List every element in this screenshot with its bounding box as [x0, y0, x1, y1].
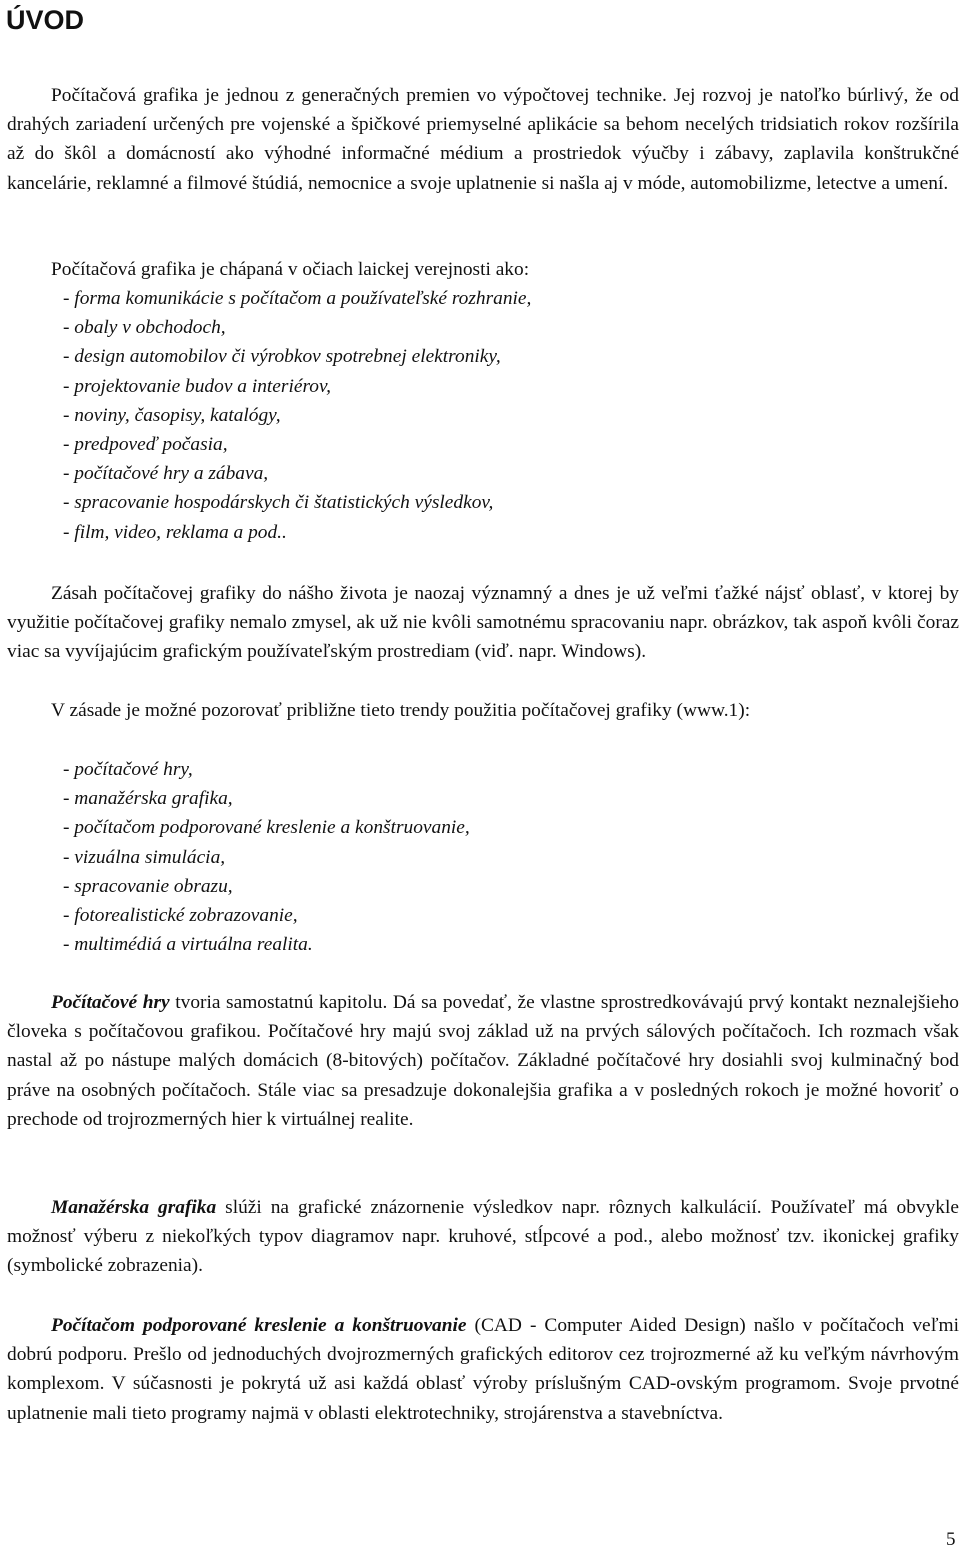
list-item: - obaly v obchodoch, — [63, 317, 226, 339]
intro-paragraph — [7, 81, 959, 198]
management-term: Manažérska grafika — [51, 1197, 217, 1218]
list-item: - noviny, časopisy, katalógy, — [63, 404, 281, 426]
list-item: - predpoveď počasia, — [63, 434, 228, 456]
games-paragraph — [7, 988, 959, 1134]
list-item: - film, video, reklama a pod.. — [63, 521, 287, 543]
impact-text: Zásah počítačovej grafiky do nášho života je naozaj významný a dnes je už veľmi ťažké nájsť oblasť, v ktorej by využitie počítačovej grafiky nemalo zmysel, ak už nie kvôli samotnému spracovaniu napr. obrázkov, tak aspoň kvôli čoraz viac sa vyvíjajúcim grafickým používateľským prostrediam (viď. napr. Windows). — [7, 583, 959, 663]
public-view-lead: Počítačová grafika je chápaná v očiach laickej verejnosti ako: — [51, 259, 530, 280]
management-text: slúži na grafické znázornenie výsledkov napr. rôznych kalkulácií. Používateľ má obvykle možnosť výberu z niekoľkých typov diagramov napr. kruhové, stĺpcové a pod., alebo možnosť tzv. ikonickej grafiky (symbolické zobrazenia). — [7, 1197, 959, 1277]
cad-text: (CAD - Computer Aided Design) našlo v počítačoch veľmi dobrú podporu. Prešlo od jednoduchých dvojrozmerných grafických editorov cez trojrozmerné až ku veľkým návrhovým komplexom. V súčasnosti je pokrytá už asi každá oblasť výroby príslušným CAD-ovským programom. Svoje prvotné uplatnenie mali tieto programy najmä v oblasti elektrotechniky, strojárenstva a stavebníctva. — [7, 1315, 959, 1424]
list-item: - forma komunikácie s počítačom a používateľské rozhranie, — [63, 288, 532, 309]
public-view-list — [63, 284, 531, 547]
page-title: ÚVOD — [6, 5, 85, 35]
trends-lead: V zásade je možné pozorovať približne tieto trendy použitia počítačovej grafiky (www.1): — [51, 700, 751, 721]
list-item: - fotorealistické zobrazovanie, — [63, 905, 298, 927]
list-item: - spracovanie hospodárskych či štatistických výsledkov, — [63, 492, 494, 514]
games-term: Počítačové hry — [51, 992, 170, 1013]
management-paragraph — [7, 1193, 959, 1281]
list-item: - spracovanie obrazu, — [63, 875, 233, 897]
trends-paragraph — [7, 696, 959, 725]
page-number: 5 — [946, 1529, 956, 1550]
list-item: - multimédiá a virtuálna realita. — [63, 934, 313, 956]
list-item: - počítačové hry, — [63, 759, 193, 780]
list-item: - vizuálna simulácia, — [63, 846, 226, 868]
impact-paragraph — [7, 579, 959, 667]
list-item: - počítačom podporované kreslenie a konštruovanie, — [63, 817, 470, 839]
list-item: - projektovanie budov a interiérov, — [63, 375, 331, 397]
list-item: - design automobilov či výrobkov spotrebnej elektroniky, — [63, 346, 501, 368]
games-text: tvoria samostatnú kapitolu. Dá sa povedať, že vlastne sprostredkovávajú prvý kontakt neznalejšieho človeka s počítačovou grafikou. Počítačové hry majú svoj základ už na prvých sálových počítačoch. Ich rozmach však nastal až po nástupe malých domácich (8-bitových) počítačov. Základné počítačové hry dosiahli svoj kulminačný bod práve na osobných počítačoch. Stále viac sa presadzuje dokonalejšia grafika a v posledných rokoch je možné hovoriť o prechode od trojrozmerných hier k virtuálnej realite. — [7, 992, 959, 1130]
list-item: - počítačové hry a zábava, — [63, 463, 269, 485]
list-item: - manažérska grafika, — [63, 788, 233, 810]
cad-paragraph — [7, 1311, 959, 1428]
cad-term: Počítačom podporované kreslenie a konštruovanie — [51, 1315, 467, 1336]
intro-text: Počítačová grafika je jednou z generačných premien vo výpočtovej technike. Jej rozvoj je natoľko búrlivý, že od drahých zariadení určených pre vojenské a špičkové priemyselné aplikácie sa behom necelých tridsiatich rokov rozšírila až do škôl a domácností ako výhodné informačné médium a prostriedok výučby i zábavy, zaplavila konštrukčné kancelárie, reklamné a filmové štúdiá, nemocnice a svoje uplatnenie si našla aj v móde, automobilizme, letectve a umení. — [7, 85, 959, 194]
trends-list — [63, 755, 470, 959]
